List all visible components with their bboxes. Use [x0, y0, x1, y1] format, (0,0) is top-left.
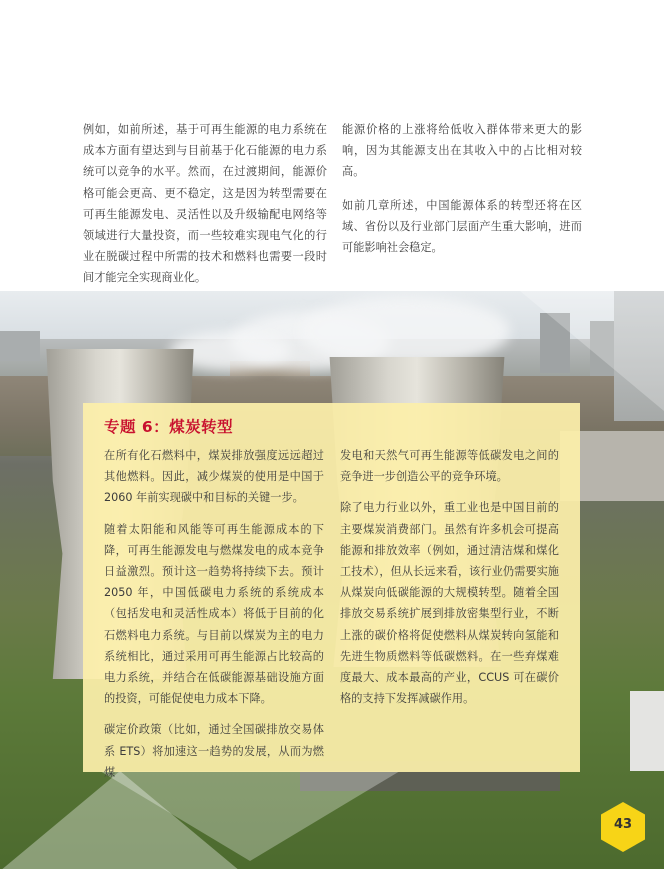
feature-paragraph: 在所有化石燃料中，煤炭排放强度远远超过其他燃料。因此，减少煤炭的使用是中国于 2060 年前实现碳中和目标的关键一步。	[104, 449, 324, 505]
body-column-left	[83, 119, 327, 301]
feature-box-coal-transition	[83, 403, 580, 779]
feature-paragraph: 碳定价政策（比如，通过全国碳排放交易体系 ETS）将加速这一趋势的发展，从而为燃煤	[104, 723, 324, 779]
feature-paragraph: 发电和天然气可再生能源等低碳发电之间的竞争进一步创造公平的竞争环境。	[340, 449, 559, 484]
page-number: 43	[613, 817, 633, 832]
feature-paragraph: 随着太阳能和风能等可再生能源成本的下降，可再生能源发电与燃煤发电的成本竞争日益激烈。预计这一趋势将持续下去。预计 2050 年，中国低碳电力系统的系统成本（包括发电和灵活性成本）将低于目前的化石燃料电力系统。与目前以煤炭为主的电力系统相比，通过采用可再生能源占比较高的电力系统，并结合在低碳能源基础设施方面的投资，可能促使电力成本下降。	[104, 522, 324, 706]
body-paragraph: 能源价格的上涨将给低收入群体带来更大的影响，因为其能源支出在其收入中的占比相对较高。	[342, 123, 582, 179]
feature-paragraph: 除了电力行业以外，重工业也是中国目前的主要煤炭消费部门。虽然有许多机会可提高能源和排放效率（例如，通过清洁煤和煤化工技术），但从长远来看，该行业仍需要实施从煤炭向低碳能源的大规模转型。随着全国排放交易系统扩展到排放密集型行业，不断上涨的碳价格将促使燃料从煤炭转向氢能和先进生物质燃料等低碳燃料。在一些弃煤难度最大、成本最高的产业，CCUS 可在碳价格的支持下发挥减碳作用。	[340, 501, 559, 706]
feature-box-column-right	[340, 445, 559, 719]
feature-box-column-left	[104, 445, 324, 793]
body-paragraph: 如前几章所述，中国能源体系的转型还将在区域、省份以及行业部门层面产生重大影响，进而可能影响社会稳定。	[342, 198, 582, 255]
feature-box-title: 专题 6：煤炭转型	[104, 418, 234, 436]
body-column-right	[342, 119, 582, 270]
body-paragraph: 例如，如前所述，基于可再生能源的电力系统在成本方面有望达到与目前基于化石能源的电力系统可以竞争的水平。然而，在过渡期间，能源价格可能会更高、更不稳定，这是因为转型需要在可再生能源发电、灵活性以及升级输配电网络等领域进行大量投资，而一些较难实现电气化的行业在脱碳过程中所需的技术和燃料也需要一段时间才能完全实现商业化。	[83, 123, 327, 285]
page-number-badge	[600, 801, 646, 853]
